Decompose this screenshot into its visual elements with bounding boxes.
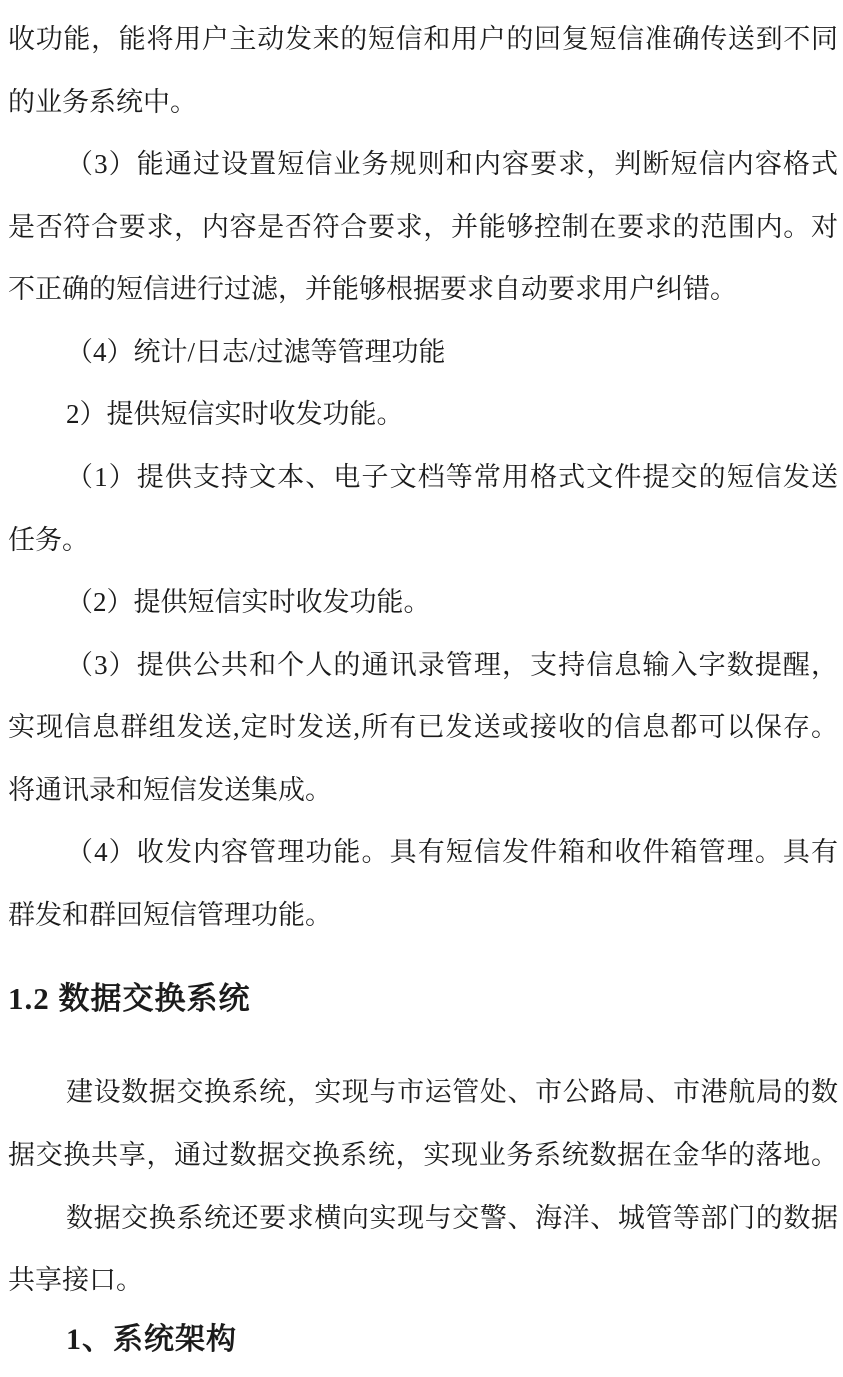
body-line: （1）提供支持文本、电子文档等常用格式文件提交的短信发送 [66,461,838,492]
body-line: 的业务系统中。 [8,86,197,117]
body-line: （3）提供公共和个人的通讯录管理，支持信息输入字数提醒， [66,649,838,680]
body-line: 是否符合要求，内容是否符合要求，并能够控制在要求的范围内。对 [8,211,838,242]
body-line: 据交换共享，通过数据交换系统，实现业务系统数据在金华的落地。 [8,1140,838,1170]
body-line: 建设数据交换系统，实现与市运管处、市公路局、市港航局的数 [66,1077,838,1108]
body-line: 2）提供短信实时收发功能。 [66,399,404,430]
body-line: 将通讯录和短信发送集成。 [8,774,332,805]
body-line: （2）提供短信实时收发功能。 [66,587,431,618]
body-line: 收功能，能将用户主动发来的短信和用户的回复短信准确传送到不同 [8,24,838,54]
section-body [8,1061,838,1311]
section-heading: 1.2 数据交换系统 [8,981,251,1017]
body-line: 任务。 [8,524,89,555]
body-line: 共享接口。 [8,1265,143,1296]
body-line: （3）能通过设置短信业务规则和内容要求，判断短信内容格式 [66,149,838,180]
body-line: 不正确的短信进行过滤，并能够根据要求自动要求用户纠错。 [8,274,737,305]
body-line: （4）收发内容管理功能。具有短信发件箱和收件箱管理。具有 [66,837,838,868]
subsection-heading: 1、系统架构 [66,1322,237,1356]
body-line: （4）统计/日志/过滤等管理功能 [66,336,446,367]
body-line: 实现信息群组发送,定时发送,所有已发送或接收的信息都可以保存。 [8,712,838,743]
body-line: 群发和群回短信管理功能。 [8,899,332,930]
body-line: 数据交换系统还要求横向实现与交警、海洋、城管等部门的数据 [66,1202,838,1233]
